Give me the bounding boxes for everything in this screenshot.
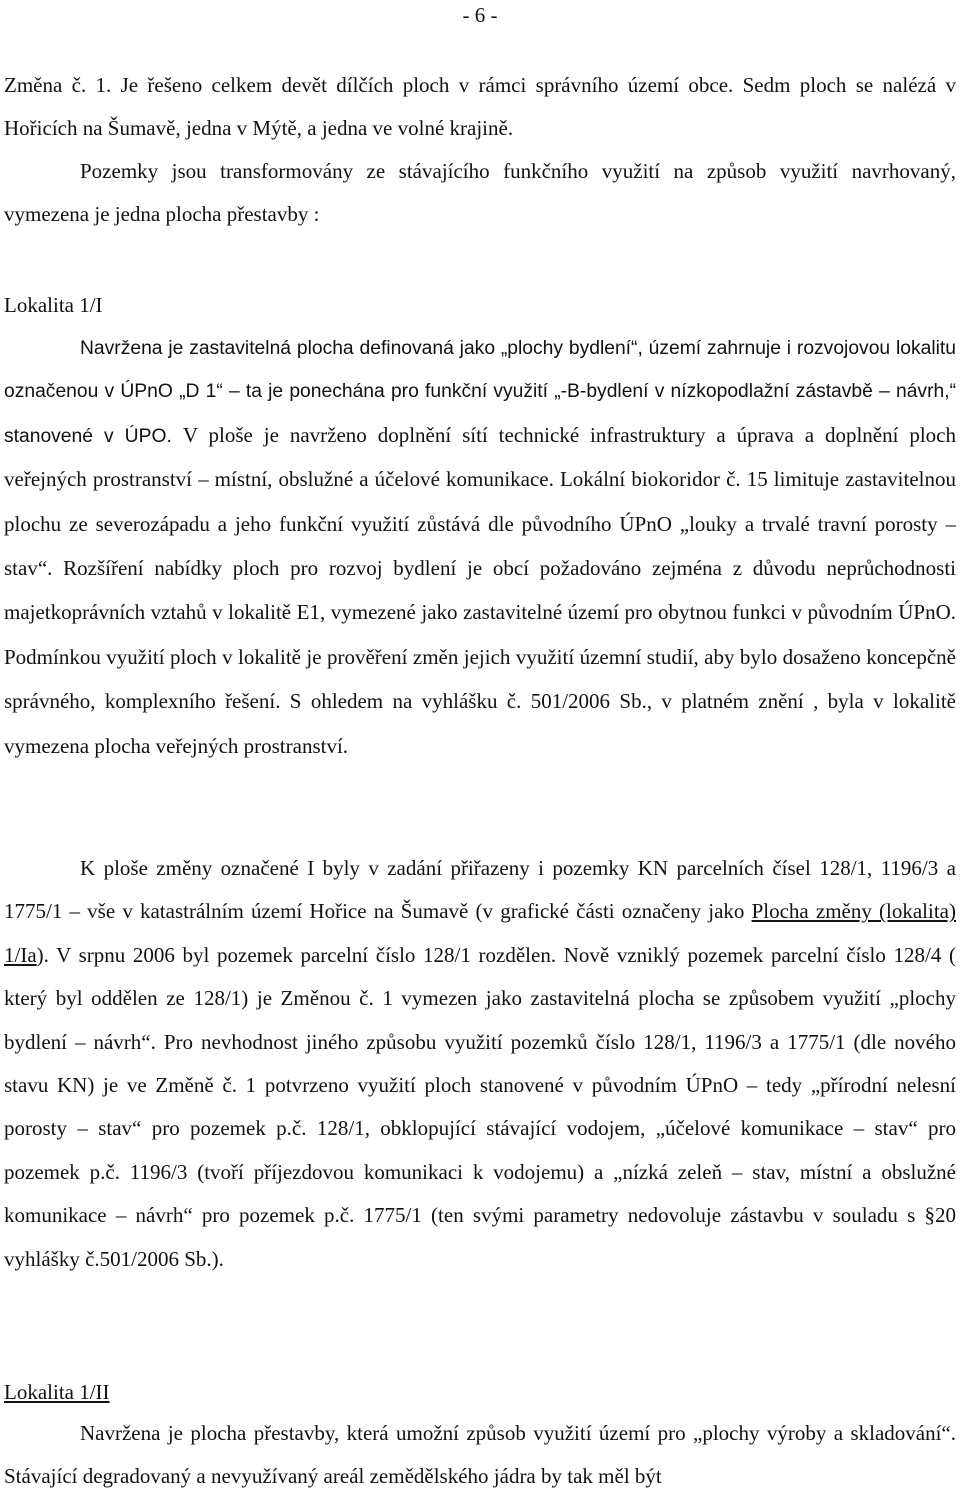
paragraph-parcels-part-b: ). V srpnu 2006 byl pozemek parcelní číslo 128/1 rozdělen. Nově vzniklý pozemek parcelní číslo 128/4 ( který byl oddělen ze 128/1) je Změnou č. 1 vymezen jako zastavitelná plocha se způsobem využití „plochy bydlení – návrh“. Pro nevhodnost jiného způsobu využití pozemků číslo 128/1, 1196/3 a 1775/1 (dle nového stavu KN) je ve Změně č. 1 potvrzeno využití ploch stanovené v původním ÚPnO – tedy „přírodní nelesní porosty – stav“ pro pozemek p.č. 128/1, obklopující stávající vodojem, „účelové komunikace – stav“ pro pozemek p.č. 1196/3 (tvoří příjezdovou komunikaci k vodojemu) a „nízká zeleň – stav, místní a obslužné komunikace – návrh“ pro pozemek p.č. 1775/1 (ten svými parametry nedovoluje zástavbu v souladu s §20 vyhlášky č.501/2006 Sb.). bbox=[4, 942, 956, 1271]
paragraph-intro: Změna č. 1. Je řešeno celkem devět dílčích ploch v rámci správního území obce. Sedm ploch se nalézá v Hořicích na Šumavě, jedna v Mýtě, a jedna ve volné krajině. bbox=[4, 73, 956, 141]
page-number: - 6 - bbox=[462, 3, 498, 27]
paragraph-lokalita-1-i bbox=[4, 327, 956, 769]
plocha-zmeny-link: Plocha změny (lokalita) 1/Ia bbox=[4, 899, 956, 967]
paragraph-lokalita-1-i-sans: Navržena je zastavitelná plocha definovaná jako „plochy bydlení“, území zahrnuje i rozvojovou lokalitu označenou v ÚPnO „D 1“ – ta je ponechána pro funkční využití „-B-bydlení v nízkopodlažní zástavbě – návrh,“ stanovené v ÚPO. bbox=[4, 338, 956, 447]
heading-lokalita-1-ii: Lokalita 1/II bbox=[4, 1380, 110, 1404]
paragraph-lokalita-1-ii: Navržena je plocha přestavby, která umožní způsob využití území pro „plochy výroby a skladování“. Stávající degradovaný a nevyužívaný areál zemědělského jádra by tak měl být bbox=[4, 1421, 956, 1489]
paragraph-parcels-part-a: K ploše změny označené I byly v zadání přiřazeny i pozemky KN parcelních čísel 128/1, 1196/3 a 1775/1 – vše v katastrálním území Hořice na Šumavě (v grafické části označeny jako bbox=[4, 856, 956, 924]
heading-lokalita-1-i: Lokalita 1/I bbox=[4, 293, 103, 317]
paragraph-parcels bbox=[4, 847, 956, 1281]
paragraph-transformation: Pozemky jsou transformovány ze stávajícího funkčního využití na způsob využití navrhovaný, vymezena je jedna plocha přestavby : bbox=[4, 159, 956, 227]
paragraph-lokalita-1-i-serif: V ploše je navrženo doplnění sítí technické infrastruktury a úprava a doplnění ploch veřejných prostranství – místní, obslužné a účelové komunikace. Lokální biokoridor č. 15 limituje zastavitelnou plochu ze severozápadu a jeho funkční využití zůstává dle původního ÚPnO „louky a trvalé travní porosty – stav“. Rozšíření nabídky ploch pro rozvoj bydlení je obcí požadováno zejména z důvodu neprůchodnosti majetkoprávních vztahů v lokalitě E1, vymezené jako zastavitelné území pro obytnou funkci v původním ÚPnO. Podmínkou využití ploch v lokalitě je prověření změn jejich využití územní studií, aby bylo dosaženo koncepčně správného, komplexního řešení. S ohledem na vyhlášku č. 501/2006 Sb., v platném znění , byla v lokalitě vymezena plocha veřejných prostranství. bbox=[4, 422, 956, 758]
